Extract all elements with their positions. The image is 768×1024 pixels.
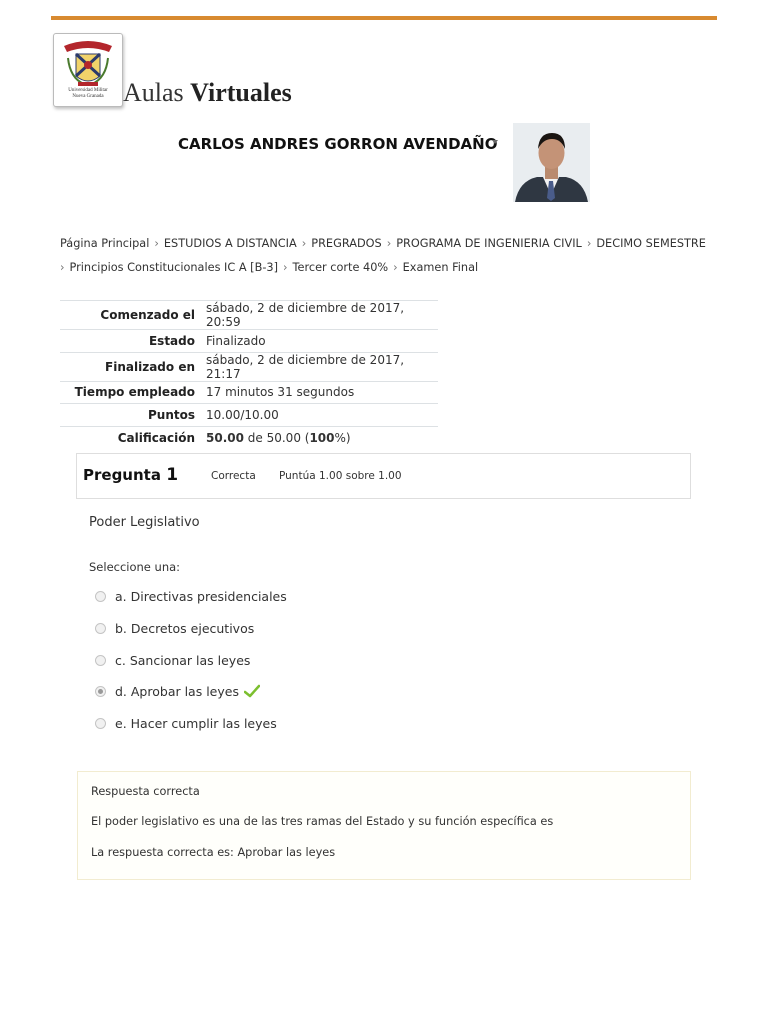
- time-taken-value: 17 minutos 31 segundos: [206, 385, 355, 400]
- grade-close: %): [334, 430, 351, 445]
- table-row: [60, 352, 438, 381]
- chevron-right-icon: ›: [393, 261, 398, 274]
- points-value: 10.00/10.00: [206, 407, 279, 422]
- answer-option-label: d. Aprobar las leyes: [115, 683, 239, 699]
- table-row: [60, 404, 438, 427]
- answer-option-label: a. Directivas presidenciales: [115, 588, 287, 604]
- radio-button[interactable]: [95, 718, 106, 729]
- chevron-down-icon[interactable]: [492, 140, 498, 144]
- university-logo[interactable]: [53, 33, 123, 107]
- logo-caption: [56, 88, 120, 100]
- grade-value: [201, 426, 438, 449]
- attempt-summary-table: [60, 300, 438, 449]
- state-label: Estado: [148, 333, 195, 348]
- chevron-right-icon: ›: [586, 237, 592, 250]
- grade-percent: 100: [309, 430, 335, 445]
- chevron-right-icon: ›: [283, 261, 288, 274]
- logo-caption-line2: Nueva Granada: [72, 94, 104, 99]
- right-answer: La respuesta correcta es: Aprobar las leyes: [91, 846, 336, 859]
- question-state: Correcta: [211, 470, 256, 482]
- breadcrumb: [60, 232, 710, 280]
- question-grade: Puntúa 1.00 sobre 1.00: [279, 470, 402, 482]
- answer-option-b[interactable]: [95, 618, 254, 638]
- top-accent-bar: [51, 16, 717, 20]
- answer-option-e[interactable]: [95, 713, 277, 733]
- answer-option-label: e. Hacer cumplir las leyes: [115, 715, 277, 731]
- radio-button[interactable]: [95, 655, 106, 666]
- breadcrumb-item-semester[interactable]: DECIMO SEMESTRE: [596, 237, 706, 250]
- question-text: Poder Legislativo: [89, 515, 200, 530]
- answer-prompt: Seleccione una:: [89, 560, 181, 574]
- feedback-box: [77, 771, 691, 880]
- checkmark-icon: [244, 684, 260, 698]
- radio-button[interactable]: [95, 623, 106, 634]
- radio-button[interactable]: [95, 591, 106, 602]
- answer-option-c[interactable]: [95, 650, 250, 670]
- breadcrumb-item-section[interactable]: Tercer corte 40%: [292, 261, 389, 274]
- answer-option-label: b. Decretos ejecutivos: [115, 620, 255, 636]
- answer-option-label: c. Sancionar las leyes: [115, 652, 251, 668]
- brand-bold: Virtuales: [190, 78, 292, 107]
- brand-pre: Aulas: [123, 78, 191, 107]
- breadcrumb-item-distance-studies[interactable]: ESTUDIOS A DISTANCIA: [163, 237, 297, 250]
- started-label: Comenzado el: [100, 308, 195, 322]
- chevron-right-icon: ›: [301, 237, 307, 250]
- general-feedback: El poder legislativo es una de las tres ramas del Estado y su función específica es: [91, 815, 554, 828]
- started-value: sábado, 2 de diciembre de 2017, 20:59: [206, 301, 405, 329]
- table-row: [60, 426, 438, 449]
- table-row: [60, 381, 438, 404]
- state-value: Finalizado: [206, 333, 266, 348]
- grade-label: Calificación: [117, 430, 195, 445]
- table-row: [60, 330, 438, 353]
- question-label: Pregunta: [83, 466, 167, 484]
- breadcrumb-item-home[interactable]: Página Principal: [60, 237, 150, 250]
- breadcrumb-item-quiz[interactable]: Examen Final: [402, 261, 479, 274]
- user-photo: [513, 123, 590, 202]
- site-brand[interactable]: [123, 78, 292, 108]
- feedback-status: Respuesta correcta: [91, 785, 200, 798]
- question-info-box: [76, 453, 691, 499]
- time-taken-label: Tiempo empleado: [74, 385, 195, 400]
- user-menu-name[interactable]: CARLOS ANDRES GORRON AVENDAÑO: [178, 135, 498, 153]
- grade-score: 50.00: [206, 430, 244, 445]
- logo-caption-line1: Universidad Militar: [68, 88, 108, 93]
- radio-button-selected[interactable]: [95, 686, 106, 697]
- answer-option-d[interactable]: [95, 681, 260, 701]
- chevron-right-icon: ›: [60, 261, 65, 274]
- question-number-value: 1: [166, 465, 179, 485]
- breadcrumb-item-undergrad[interactable]: PREGRADOS: [311, 237, 382, 250]
- breadcrumb-item-program[interactable]: PROGRAMA DE INGENIERIA CIVIL: [396, 237, 582, 250]
- grade-out-of: de 50.00 (: [243, 430, 310, 445]
- breadcrumb-item-course[interactable]: Principios Constitucionales IC A [B-3]: [69, 261, 279, 274]
- table-row: [60, 301, 438, 330]
- avatar[interactable]: [513, 123, 590, 202]
- chevron-right-icon: ›: [154, 237, 159, 250]
- completed-label: Finalizado en: [105, 359, 195, 374]
- answer-option-a[interactable]: [95, 586, 287, 606]
- question-number: [83, 465, 178, 485]
- completed-value: sábado, 2 de diciembre de 2017, 21:17: [206, 352, 405, 381]
- points-label: Puntos: [147, 407, 195, 422]
- chevron-right-icon: ›: [386, 237, 392, 250]
